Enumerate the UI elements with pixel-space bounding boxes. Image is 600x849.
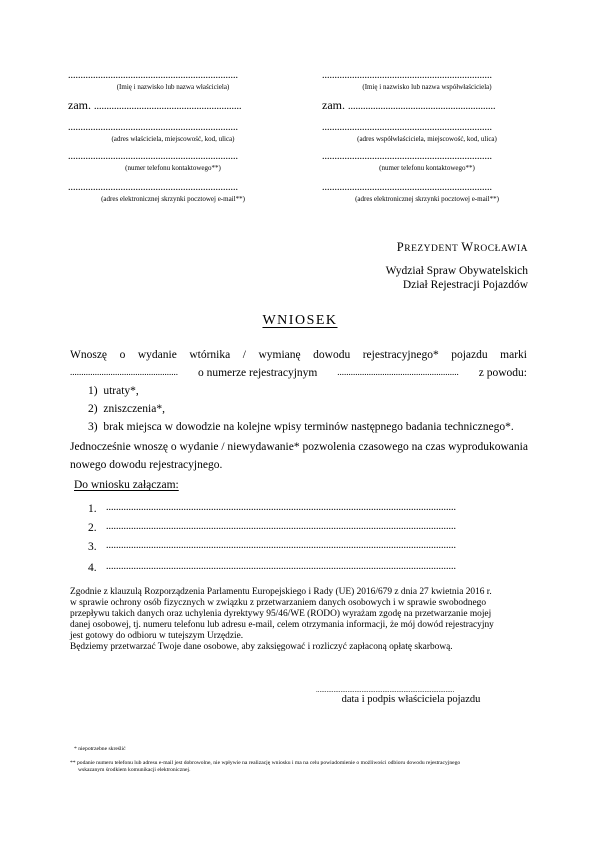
gdpr-clause	[70, 587, 540, 653]
request-line-1: Wnoszę o wydanie wtórnika / wymianę dowodu rejestracyjnego* pojazdu marki	[70, 349, 527, 361]
clause-line: jest gotowy do odbioru w tutejszym Urzędzie.	[70, 631, 244, 641]
attachment-row[interactable]	[88, 540, 530, 554]
clause-line: Będziemy przetwarzać Twoje dane osobowe, aby zaksięgować i rozliczyć zapłaconą opłatę skarbową.	[70, 642, 453, 652]
coowner-email-caption: (adres elektronicznej skrzynki pocztowej e-mail**)	[355, 195, 499, 203]
recipient-department: Wydział Spraw Obywatelskich	[385, 265, 528, 277]
coowner-name-caption: (Imię i nazwisko lub nazwa współwłaściciela)	[362, 83, 492, 91]
permit-line-2: nowego dowodu rejestracyjnego.	[70, 459, 223, 471]
reason-item[interactable]	[88, 420, 514, 434]
owner-email-caption: (adres elektronicznej skrzynki pocztowej e-mail**)	[101, 195, 245, 203]
owner-address-caption: (adres właściciela, miejscowość, kod, ulica)	[111, 135, 235, 143]
reason-number: 1)	[88, 385, 98, 397]
coowner-zam-dots: ...........................................................	[348, 101, 496, 112]
footnote-1: * niepotrzebne skreślić	[74, 746, 126, 752]
owner-phone-field[interactable]: ....................................................................	[68, 151, 238, 162]
registration-number-label: o numerze rejestracyjnym	[197, 367, 318, 379]
coowner-name-field[interactable]: ....................................................................	[322, 70, 492, 81]
zam-label: zam.	[322, 98, 345, 112]
attachment-row[interactable]	[88, 502, 530, 516]
coowner-address-line-field[interactable]	[322, 98, 532, 113]
reason-text: utraty*,	[103, 385, 139, 397]
owner-address-line-field[interactable]	[68, 98, 278, 113]
coowner-phone-caption: (numer telefonu kontaktowego**)	[379, 164, 475, 172]
owner-name-field[interactable]: ....................................................................	[68, 70, 238, 81]
clause-line: danej osobowej, tj. numeru telefonu lub adresu e-mail, celem otrzymania informacji, że mój dowód rejestracyjny	[70, 620, 494, 630]
attachment-row[interactable]	[88, 521, 530, 535]
recipient-office: PREZYDENT WROCŁAWIA	[396, 240, 528, 254]
owner-address-field[interactable]: ....................................................................	[68, 122, 238, 133]
attachment-field[interactable]: ............................................................................................................................................	[106, 502, 456, 513]
attachment-field[interactable]: ............................................................................................................................................	[106, 521, 456, 532]
recipient-section: Dział Rejestracji Pojazdów	[402, 279, 528, 291]
coowner-phone-field[interactable]: ....................................................................	[322, 151, 492, 162]
footnote-2-line-2: wskazanym środkiem komunikacji elektronicznej.	[78, 767, 191, 773]
attachment-field[interactable]: ............................................................................................................................................	[106, 540, 456, 551]
owner-email-field[interactable]: ....................................................................	[68, 182, 238, 193]
attachment-field[interactable]: ............................................................................................................................................	[106, 561, 456, 572]
coowner-address-caption: (adres współwłaściciela, miejscowość, kod, ulica)	[357, 135, 497, 143]
reason-label: z powodu:	[478, 367, 527, 379]
registration-number-field[interactable]: ......................................................	[337, 367, 459, 377]
attachment-number: 1.	[88, 503, 97, 515]
signature-field[interactable]: ...............................................................................	[316, 686, 455, 694]
vehicle-make-field[interactable]: ................................................	[70, 367, 178, 377]
reason-item[interactable]	[88, 384, 139, 398]
owner-name-caption: (Imię i nazwisko lub nazwa właściciela)	[116, 83, 230, 91]
attachment-number: 4.	[88, 562, 97, 574]
document-title: WNIOSEK	[262, 313, 338, 328]
clause-line: Zgodnie z klauzulą Rozporządzenia Parlamentu Europejskiego i Rady (UE) 2016/679 z dnia 27 kwietnia 2016 r.	[70, 587, 492, 597]
zam-label: zam.	[68, 98, 91, 112]
signature-caption: data i podpis właściciela pojazdu	[341, 694, 481, 705]
reason-text: zniszczenia*,	[103, 403, 165, 415]
attachment-row[interactable]	[88, 561, 530, 575]
owner-phone-caption: (numer telefonu kontaktowego**)	[125, 164, 221, 172]
attachment-number: 2.	[88, 522, 97, 534]
attachments-heading: Do wniosku załączam:	[74, 479, 179, 491]
attachment-number: 3.	[88, 541, 97, 553]
reason-item[interactable]	[88, 402, 165, 416]
clause-line: przepływu takich danych oraz uchylenia dyrektywy 95/46/WE (RODO) wyrażam zgodę na przetwarzanie mojej	[70, 609, 492, 619]
permit-line-1: Jednocześnie wnoszę o wydanie / niewydawanie* pozwolenia czasowego na czas wyprodukowania	[70, 441, 528, 453]
reason-number: 2)	[88, 403, 98, 415]
coowner-email-field[interactable]: ....................................................................	[322, 182, 492, 193]
footnote-2	[70, 760, 532, 774]
footnote-2-line-1: ** podanie numeru telefonu lub adresu e-mail jest dobrowolne, nie wpływie na realizację wniosku i ma na celu powiadomienie o możliwości odbioru dowodu rejestracyjnego	[70, 760, 461, 766]
reason-number: 3)	[88, 421, 98, 433]
request-line-2	[70, 366, 527, 380]
reason-text: brak miejsca w dowodzie na kolejne wpisy terminów następnego badania technicznego*.	[103, 421, 514, 433]
clause-line: w sprawie ochrony osób fizycznych w związku z przetwarzaniem danych osobowych i w sprawie swobodnego	[70, 598, 487, 608]
coowner-address-field[interactable]: ....................................................................	[322, 122, 492, 133]
owner-zam-dots: ...........................................................	[94, 101, 242, 112]
recipient-block	[268, 240, 528, 292]
